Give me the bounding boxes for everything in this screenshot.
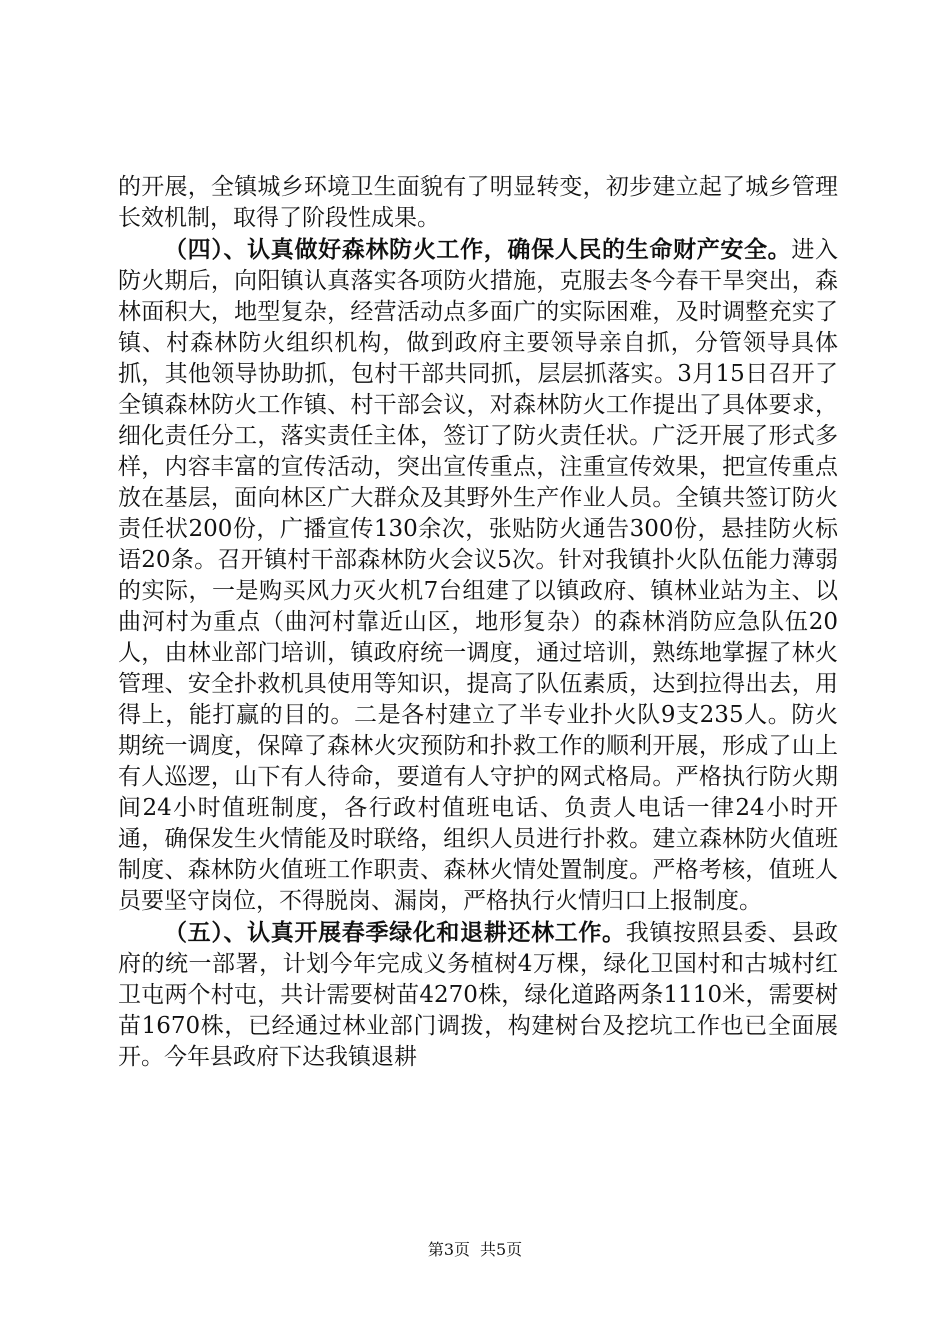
paragraph-text: 我镇按照县委、县政府的统一部署，计划今年完成义务植树4万棵，绿化卫国村和古城村红卫屯两个村屯，共计需要树苗4270株，绿化道路两条1110米，需要树苗1670株，已经通过林业部门调拨，构建树台及挖坑工作也已全面展开。今年县政府下达我镇退耕 [118, 920, 839, 1070]
paragraph-continuation [118, 172, 838, 234]
page-footer [0, 1240, 950, 1260]
page-number: 第3页 [427, 1240, 470, 1259]
paragraph-section-5 [118, 917, 838, 1073]
section-heading: （四）、认真做好森林防火工作，确保人民的生命财产安全。 [164, 236, 792, 263]
document-body [118, 172, 838, 1073]
page-total: 共5页 [480, 1240, 523, 1259]
paragraph-section-4 [118, 234, 838, 917]
paragraph-text: 进入防火期后，向阳镇认真落实各项防火措施，克服去冬今春干旱突出，森林面积大，地型复杂，经营活动点多面广的实际困难，及时调整充实了镇、村森林防火组织机构，做到政府主要领导亲自抓，分管领导具体抓，其他领导协助抓，包村干部共同抓，层层抓落实。3月15日召开了全镇森林防火工作镇、村干部会议，对森林防火工作提出了具体要求，细化责任分工，落实责任主体，签订了防火责任状。广泛开展了形式多样，内容丰富的宣传活动，突出宣传重点，注重宣传效果，把宣传重点放在基层，面向林区广大群众及其野外生产作业人员。全镇共签订防火责任状200份，广播宣传130余次，张贴防火通告300份，悬挂防火标语20条。召开镇村干部森林防火会议5次。针对我镇扑火队伍能力薄弱的实际，一是购买风力灭火机7台组建了以镇政府、镇林业站为主、以曲河村为重点（曲河村靠近山区，地形复杂）的森林消防应急队伍20人，由林业部门培训，镇政府统一调度，通过培训，熟练地掌握了林火管理、安全扑救机具使用等知识，提高了队伍素质，达到拉得出去，用得上，能打赢的目的。二是各村建立了半专业扑火队9支235人。防火期统一调度，保障了森林火灾预防和扑救工作的顺利开展，形成了山上有人巡逻，山下有人待命，要道有人守护的网式格局。严格执行防火期间24小时值班制度，各行政村值班电话、负责人电话一律24小时开通，确保发生火情能及时联络，组织人员进行扑救。建立森林防火值班制度、森林防火值班工作职责、森林火情处置制度。严格考核，值班人员要坚守岗位，不得脱岗、漏岗，严格执行火情归口上报制度。 [118, 237, 839, 914]
paragraph-text: 的开展，全镇城乡环境卫生面貌有了明显转变，初步建立起了城乡管理长效机制，取得了阶段性成果。 [118, 174, 838, 231]
section-heading: （五）、认真开展春季绿化和退耕还林工作。 [164, 919, 626, 946]
